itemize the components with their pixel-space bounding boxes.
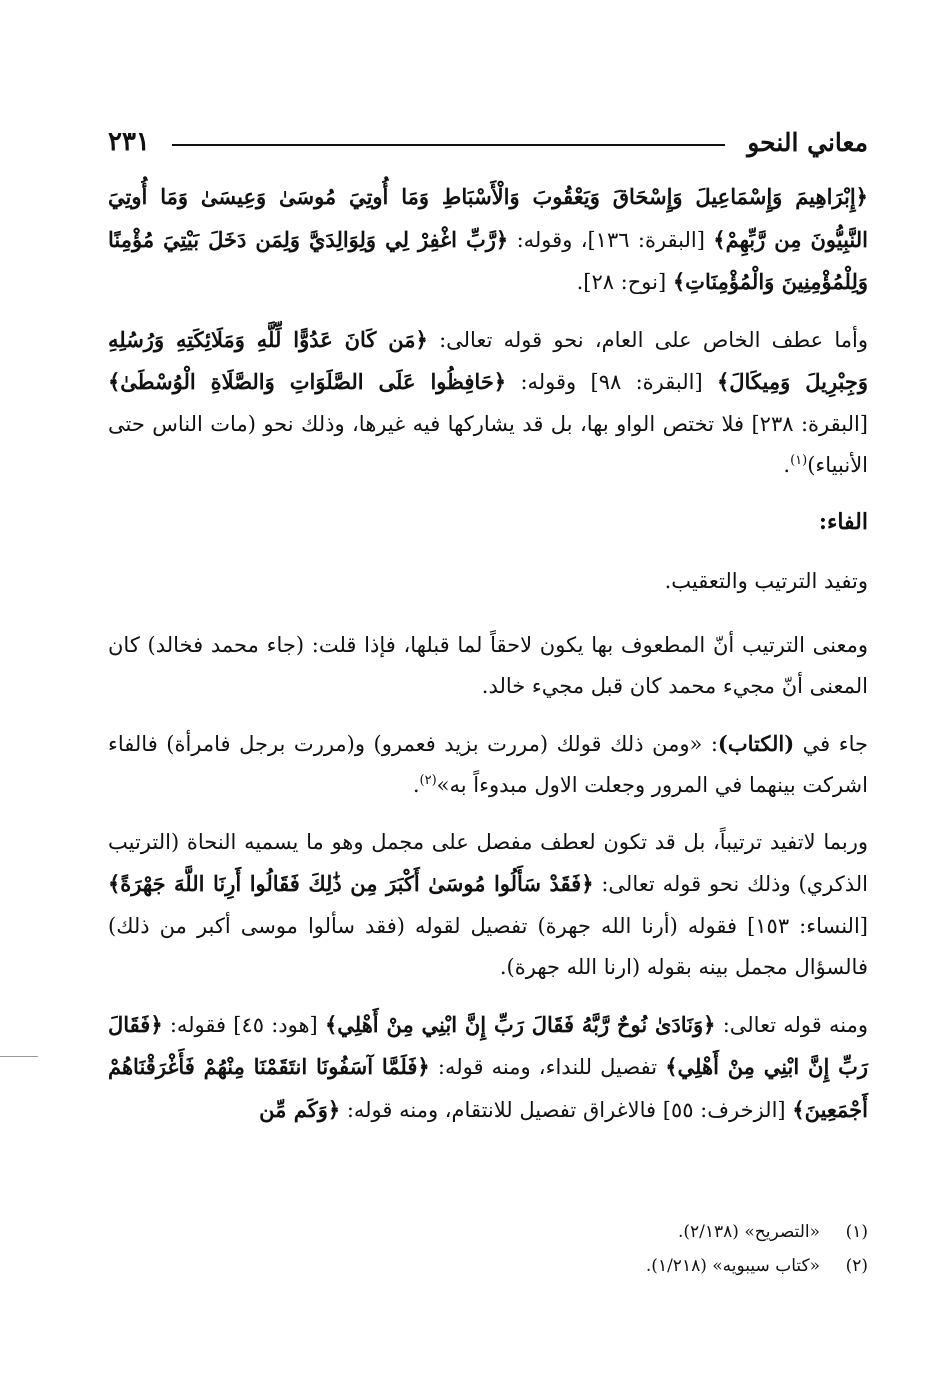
quran-verse: ﴿إِبْرَاهِيمَ وَإِسْمَاعِيلَ وَإِسْحَاقَ وَيَعْقُوبَ وَالْأَسْبَاطِ وَمَا أُوتِيَ مُوسَىٰ وَعِيسَىٰ وَمَا أُوتِيَ النَّبِيُّونَ مِن رَّبِّهِمْ﴾ (108, 184, 868, 252)
footnote-ref-1[interactable]: (١) (790, 453, 808, 468)
footnote-number: (١) (845, 1222, 868, 1242)
quran-verse: ﴿وَكَم مِّن (259, 1096, 341, 1122)
text-span: ومنه قوله تعالى: (715, 1012, 868, 1037)
section-heading-fa: الفاء: (818, 508, 868, 535)
paragraph-4: ومعنى الترتيب أنّ المطعوف بها يكون لاحقاً لما قبلها، فإذا قلت: (جاء محمد فخالد) كان المعنى أنّ مجيء محمد كان قبل مجيء خالد. (108, 632, 868, 698)
paragraph-1 (108, 176, 868, 304)
text-span: . (783, 453, 791, 477)
page-number: ٢٣١ (108, 127, 150, 157)
running-title: معاني النحو (747, 127, 868, 157)
body-text (108, 176, 868, 1146)
paragraph-3: وتفيد الترتيب والتعقيب. (664, 569, 868, 593)
footnote-text: «كتاب سيبويه» (١/٢١٨). (645, 1256, 820, 1276)
quran-verse: ﴿رَّبِّ اغْفِرْ لِي وَلِوَالِدَيَّ وَلِمَن دَخَلَ بَيْتِيَ مُؤْمِنًا وَلِلْمُؤْمِنِينَ وَالْمُؤْمِنَاتِ﴾ (108, 226, 868, 294)
text-span: : «ومن ذلك قولك (مررت بزيد فعمرو) و(مررت برجل فامرأة) فالفاء اشركت بينهما في المرور وجعلت الاول مبدوءاً به» (108, 731, 868, 797)
quran-verse: ﴿مَن كَانَ عَدُوًّا لِّلَّهِ وَمَلَائِكَتِهِ وَرُسُلِهِ وَجِبْرِيلَ وَمِيكَالَ﴾ (108, 326, 869, 394)
page-header (108, 122, 868, 162)
text-span: . (412, 773, 420, 797)
text-span: [النساء: ١٥٣] فقوله (أرنا الله جهرة) تفصيل لقوله (فقد سألوا موسى أكبر من ذلك) فالسؤال مجمل بينه بقوله (ارنا الله جهرة). (108, 913, 868, 979)
quran-verse: ﴿فَلَمَّا آسَفُونَا انتَقَمْنَا مِنْهُمْ فَأَغْرَقْنَاهُمْ أَجْمَعِينَ﴾ (108, 1054, 868, 1122)
text-span: تفصيل للنداء، ومنه قوله: (429, 1055, 666, 1079)
quran-verse: ﴿حَافِظُوا عَلَى الصَّلَوَاتِ وَالصَّلَاةِ الْوُسْطَىٰ﴾ (108, 369, 507, 394)
footnote-2 (108, 1249, 868, 1283)
text-span: [البقرة: ٩٨] وقوله: (506, 370, 717, 394)
quran-verse: ﴿فَقَالَ رَبِّ إِنَّ ابْنِي مِنْ أَهْلِي﴾ (108, 1011, 868, 1079)
paragraph-7 (108, 1004, 868, 1132)
text-span: [هود: ٤٥] فقوله: (162, 1012, 325, 1037)
quran-verse: ﴿وَنَادَىٰ نُوحٌ رَّبَّهُ فَقَالَ رَبِّ إِنَّ ابْنِي مِنْ أَهْلِي﴾ (324, 1011, 716, 1037)
book-title: (الكتاب) (717, 730, 795, 756)
text-span: وربما لاتفيد ترتيباً، بل قد تكون لعطف مفصل على مجمل وهو ما يسميه النحاة (الترتيب الذكري) وذلك نحو قوله تعالى: (108, 829, 868, 896)
footnote-number: (٢) (845, 1256, 868, 1276)
footnote-text: «التصريح» (٢/١٣٨). (677, 1222, 820, 1242)
footnotes (108, 1215, 868, 1283)
text-span: وأما عطف الخاص على العام، نحو قوله تعالى: (427, 327, 868, 352)
footnote-1 (108, 1215, 868, 1249)
paragraph-2 (108, 319, 868, 487)
text-span: [البقرة: ١٣٦]، وقوله: (508, 227, 714, 252)
footnote-ref-2[interactable]: (٢) (419, 773, 437, 788)
paragraph-5 (108, 723, 868, 807)
text-span: [الزخرف: ٥٥] فالاغراق تفصيل للانتقام، ومنه قوله: (340, 1097, 793, 1122)
quran-verse: ﴿فَقَدْ سَأَلُوا مُوسَىٰ أَكْبَرَ مِن ذَٰلِكَ فَقَالُوا أَرِنَا اللَّهَ جَهْرَةً﴾ (108, 871, 594, 896)
paragraph-6 (108, 822, 868, 989)
text-span: [البقرة: ٢٣٨] فلا تختص الواو بها، بل قد يشاركها فيه غيرها، وذلك نحو (مات الناس حتى الأنبياء) (108, 411, 868, 477)
header-rule (172, 144, 725, 146)
text-span: [نوح: ٢٨]. (576, 270, 673, 294)
text-span: جاء في (794, 731, 868, 756)
margin-mark (0, 1056, 38, 1057)
